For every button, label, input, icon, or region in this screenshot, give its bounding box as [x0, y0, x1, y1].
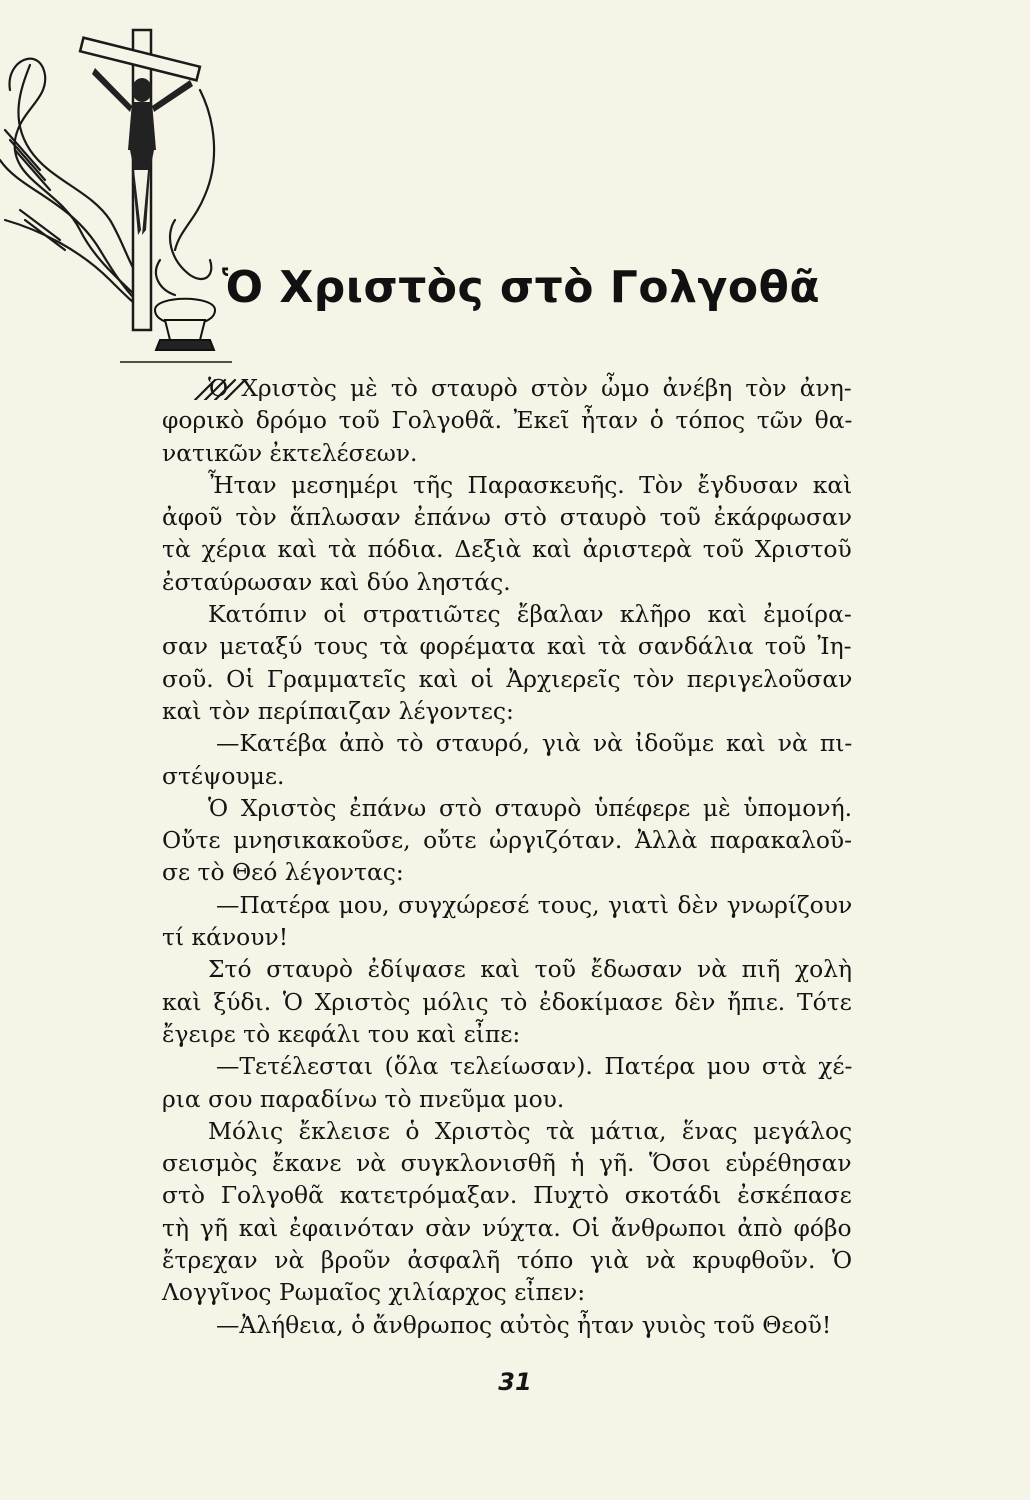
dialogue-paragraph [162, 1309, 852, 1341]
text-line: Ὁ Χριστὸς ἐπάνω στὸ σταυρὸ ὑπέφερε μὲ ὑπομονή. [208, 793, 853, 822]
text-line: Στό σταυρὸ ἐδίψασε καὶ τοῦ ἔδωσαν νὰ πιῆ χολὴ [208, 955, 853, 984]
text-line: καὶ τὸν περίπαιζαν λέγοντες: [162, 696, 514, 725]
paragraph [162, 1115, 852, 1309]
paragraph [162, 372, 852, 469]
text-line: τὴ γῆ καὶ ἐφαινόταν σὰν νύχτα. Οἱ ἄνθρωποι ἀπὸ φόβο [162, 1213, 852, 1242]
text-line: ἔτρεχαν νὰ βροῦν ἀσφαλῆ τόπο γιὰ νὰ κρυφθοῦν. Ὁ [162, 1246, 853, 1275]
text-line: ἔγειρε τὸ κεφάλι του καὶ εἶπε: [162, 1019, 521, 1048]
body-text [162, 372, 852, 1341]
crucifix-illustration-icon [0, 20, 260, 400]
page-number: 31 [498, 1368, 532, 1396]
text-line: καὶ ξύδι. Ὁ Χριστὸς μόλις τὸ ἐδοκίμασε δὲν ἤπιε. Τότε [162, 987, 852, 1016]
dialogue-paragraph [162, 889, 852, 954]
text-line: —Ἀλήθεια, ὁ ἄνθρωπος αὐτὸς ἦταν γυιὸς τοῦ Θεοῦ! [216, 1310, 832, 1339]
text-line: —Τετέλεσται (ὅλα τελείωσαν). Πατέρα μου στὰ χέ- [216, 1052, 853, 1081]
dialogue-paragraph [162, 727, 852, 792]
text-line: σοῦ. Οἱ Γραμματεῖς καὶ οἱ Ἀρχιερεῖς τὸν περιγελοῦσαν [162, 664, 853, 693]
text-line: σε τὸ Θεό λέγοντας: [162, 858, 404, 887]
dialogue-paragraph [162, 1050, 852, 1115]
text-line: Μόλις ἔκλεισε ὁ Χριστὸς τὰ μάτια, ἕνας μεγάλος [208, 1116, 853, 1145]
text-line: —Πατέρα μου, συγχώρεσέ τους, γιατὶ δὲν γνωρίζουν [216, 890, 853, 919]
text-line: τὰ χέρια καὶ τὰ πόδια. Δεξιὰ καὶ ἀριστερὰ τοῦ Χριστοῦ [162, 535, 852, 564]
paragraph [162, 598, 852, 727]
page-title: Ὁ Χριστὸς στὸ Γολγοθᾶ [222, 262, 821, 313]
text-line: Κατόπιν οἱ στρατιῶτες ἔβαλαν κλῆρο καὶ ἐμοίρα- [208, 600, 852, 629]
text-line: ἐσταύρωσαν καὶ δύο ληστάς. [162, 567, 511, 596]
text-line: Ἦταν μεσημέρι τῆς Παρασκευῆς. Τὸν ἔγδυσαν καὶ [208, 470, 853, 499]
text-line: σεισμὸς ἔκανε νὰ συγκλονισθῆ ἡ γῆ. Ὅσοι εὑρέθησαν [162, 1149, 852, 1178]
paragraph [162, 792, 852, 889]
text-line: στὸ Γολγοθᾶ κατετρόμαξαν. Πυχτὸ σκοτάδι ἐσκέπασε [162, 1181, 852, 1210]
text-line: ἀφοῦ τὸν ἅπλωσαν ἐπάνω στὸ σταυρὸ τοῦ ἐκάρφωσαν [162, 503, 852, 532]
text-line: ρια σου παραδίνω τὸ πνεῦμα μου. [162, 1084, 565, 1113]
text-line: Ὁ Χριστὸς μὲ τὸ σταυρὸ στὸν ὦμο ἀνέβη τὸν ἀνη- [208, 374, 852, 402]
text-line: Οὔτε μνησικακοῦσε, οὔτε ὠργιζόταν. Ἀλλὰ παρακαλοῦ- [162, 826, 853, 855]
text-line: —Κατέβα ἀπὸ τὸ σταυρό, γιὰ νὰ ἰδοῦμε καὶ νὰ πι- [216, 729, 853, 758]
paragraph [162, 953, 852, 1050]
text-line: τί κάνουν! [162, 923, 289, 952]
paragraph [162, 469, 852, 598]
text-line: νατικῶν ἐκτελέσεων. [162, 438, 418, 467]
text-line: Λογγῖνος Ρωμαῖος χιλίαρχος εἶπεν: [162, 1278, 586, 1307]
text-line: σαν μεταξύ τους τὰ φορέματα καὶ τὰ σανδάλια τοῦ Ἰη- [162, 632, 852, 661]
text-line: φορικὸ δρόμο τοῦ Γολγοθᾶ. Ἐκεῖ ἦταν ὁ τόπος τῶν θα- [162, 406, 853, 435]
text-line: στέψουμε. [162, 761, 285, 790]
